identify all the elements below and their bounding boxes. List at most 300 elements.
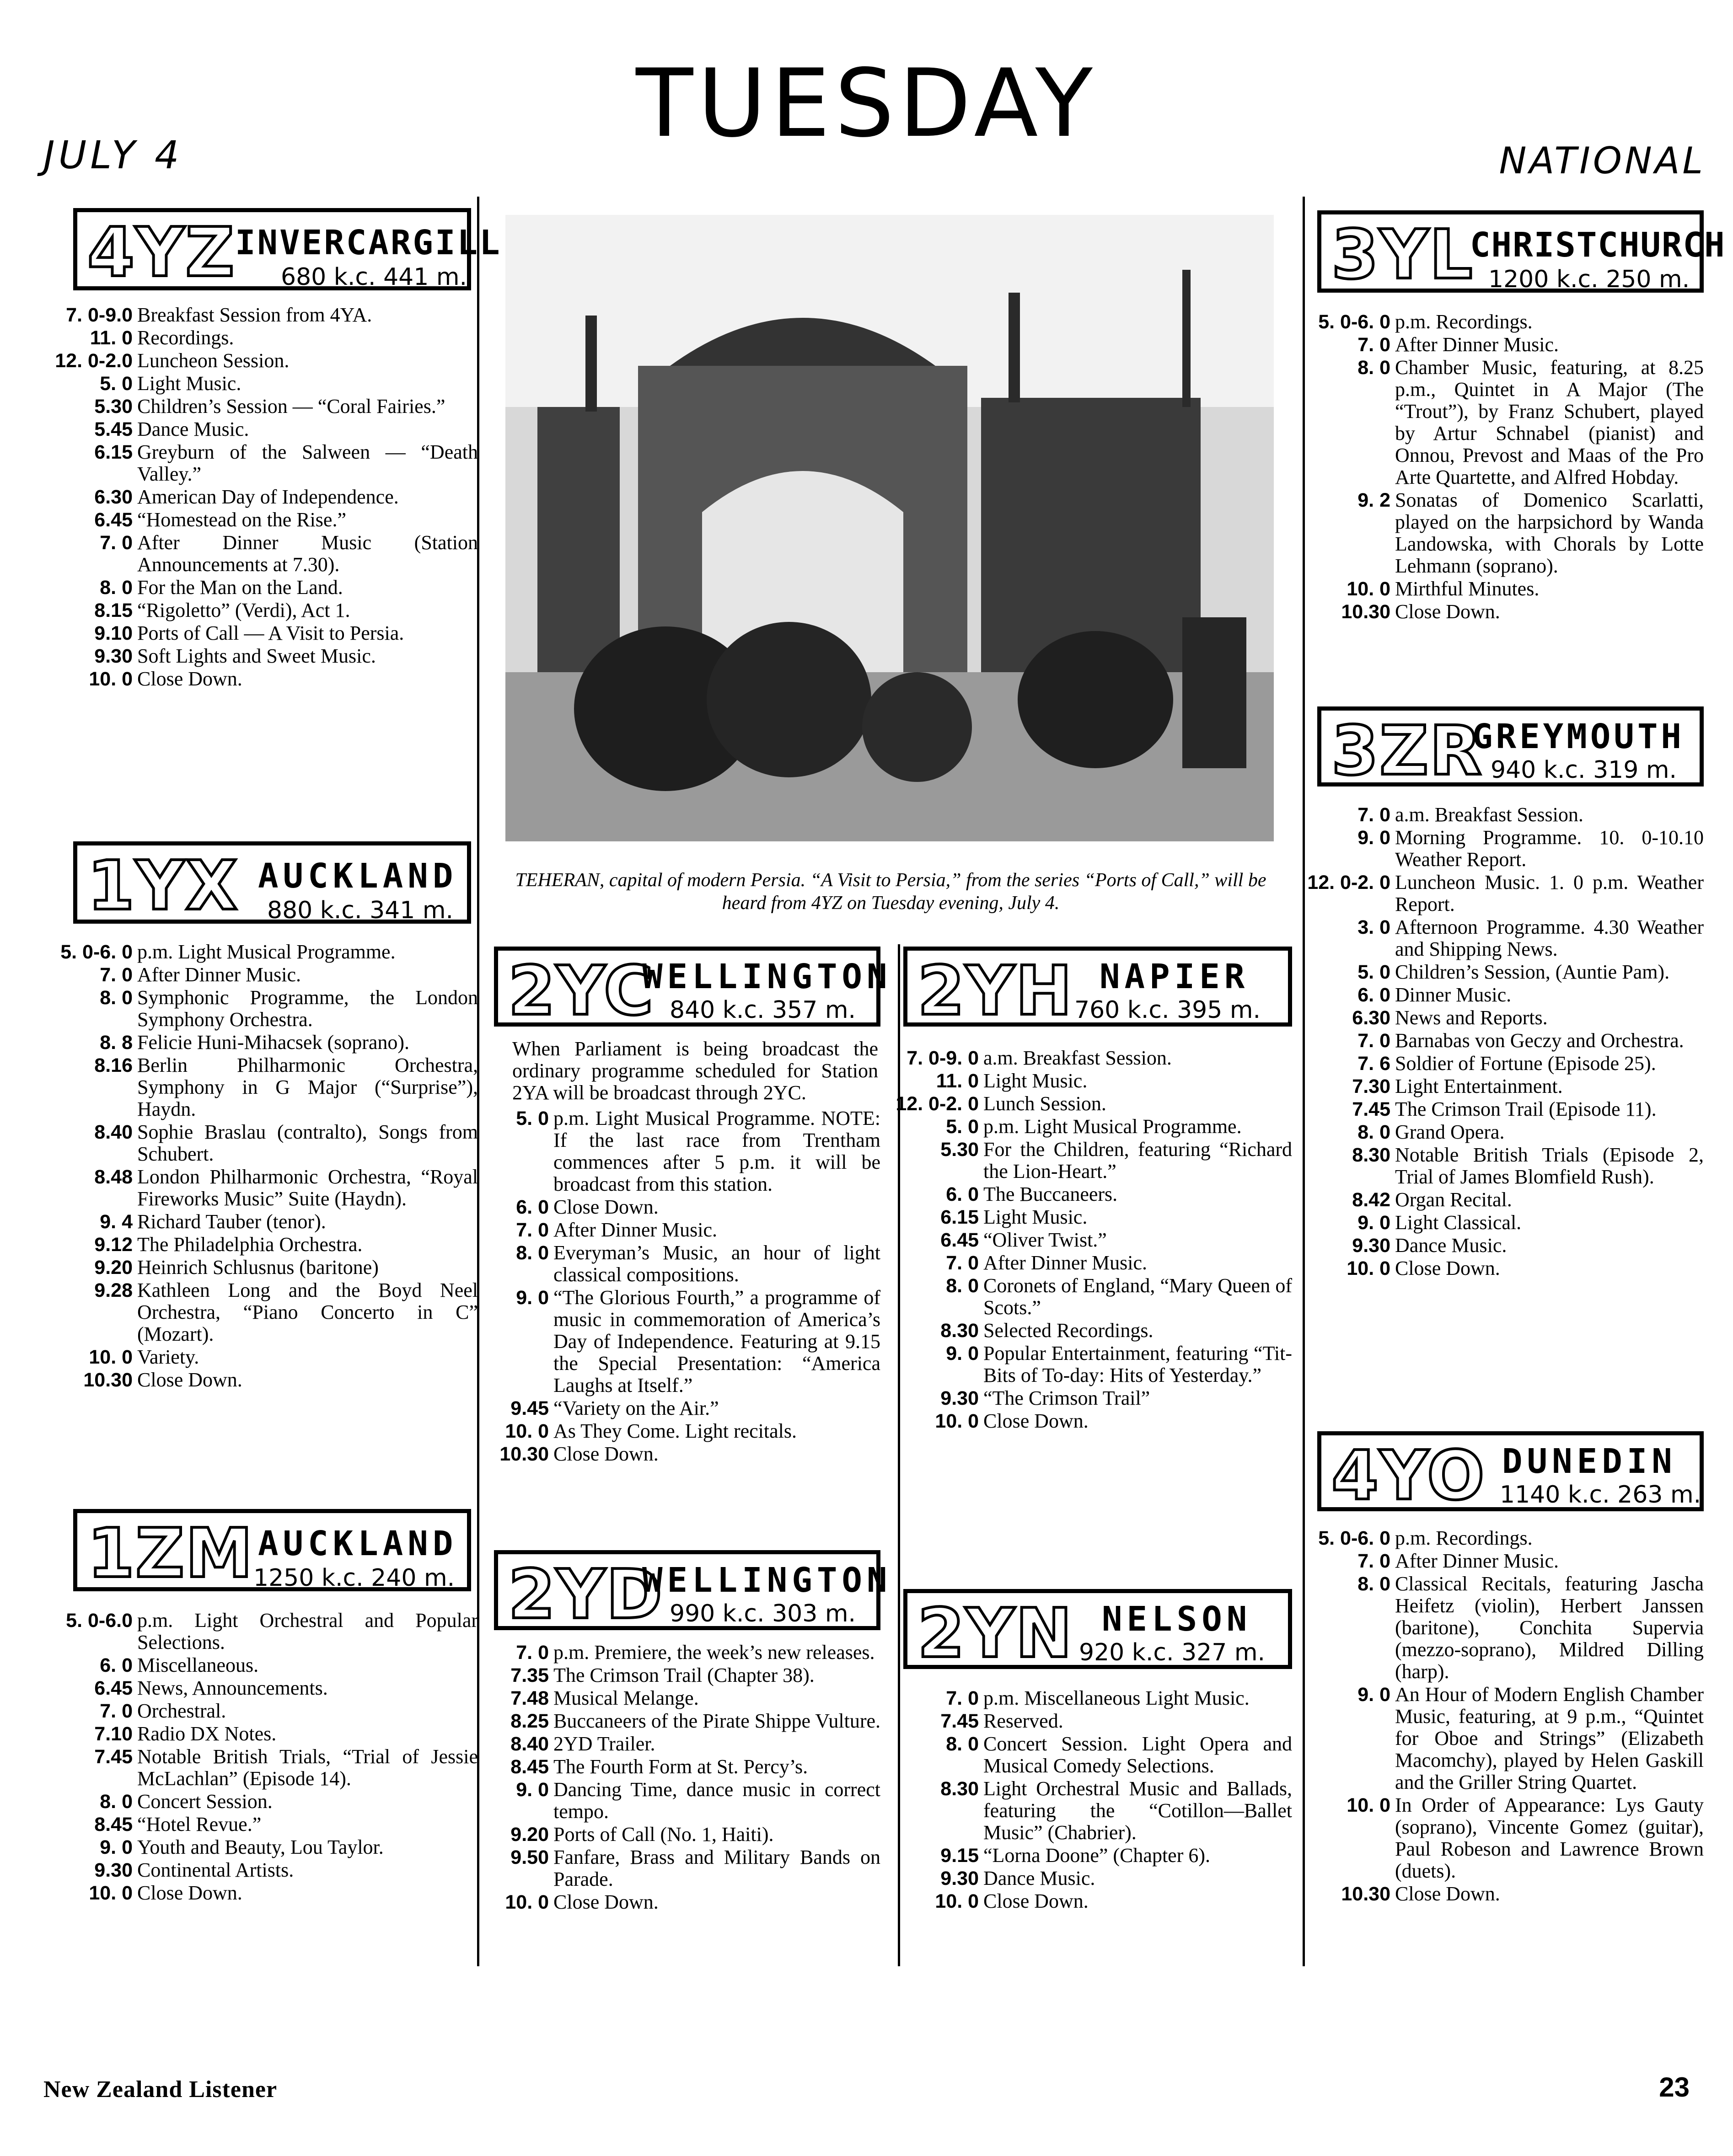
programme-description: News, Announcements. [137, 1677, 328, 1699]
programme-description: Soldier of Fortune (Episode 25). [1395, 1052, 1656, 1075]
programme-time: 6.30 [94, 486, 133, 508]
programme-description: p.m. Light Orchestral and Popular Selections. [137, 1609, 478, 1653]
programme-time: 8. 0 [100, 1791, 133, 1813]
programme-time: 9.30 [94, 1859, 133, 1881]
programme-item [892, 1229, 1292, 1251]
programme-description: As They Come. Light recitals. [553, 1420, 797, 1442]
programme-description: Morning Programme. 10. 0-10.10 Weather Report. [1395, 826, 1704, 871]
programme-item [892, 1845, 1292, 1867]
programme-item [1304, 1030, 1704, 1052]
programme-description: Children’s Session — “Coral Fairies.” [137, 395, 445, 417]
programme-description: Fanfare, Brass and Military Bands on Parade. [553, 1846, 880, 1890]
photo-caption: TEHERAN, capital of modern Persia. “A Visit to Persia,” from the series “Ports of Call,” will be heard from 4YZ on Tuesday evening, July 4. [515, 870, 1266, 914]
programme-description: After Dinner Music. [137, 963, 301, 986]
programme-description: The Fourth Form at St. Percy’s. [553, 1755, 808, 1778]
programme-item [892, 1206, 1292, 1228]
programme-description: Breakfast Session from 4YA. [137, 304, 372, 326]
programme-time: 7. 0 [100, 532, 133, 554]
programme-time: 12. 0-2.0 [55, 350, 133, 372]
programme-time: 8. 0 [1357, 1121, 1390, 1143]
call-sign: 2YC [508, 952, 655, 1030]
programme-time: 7.45 [94, 1746, 133, 1768]
programme-time: 10.30 [83, 1369, 133, 1391]
section-label: NATIONAL [1499, 139, 1706, 182]
programme-item [46, 532, 478, 576]
programme-item [892, 1320, 1292, 1342]
programme-time: 9.30 [940, 1867, 979, 1889]
station-header [903, 1589, 1292, 1673]
programme-item [46, 1257, 478, 1279]
programme-description: News and Reports. [1395, 1006, 1548, 1029]
city-name: WELLINGTON [642, 1561, 892, 1600]
programme-time: 10. 0 [1347, 578, 1390, 600]
programme-time: 5.30 [94, 396, 133, 417]
programme-time: 6. 0 [946, 1183, 979, 1205]
programme-description: Heinrich Schlusnus (baritone) [137, 1256, 379, 1279]
programme-item [1304, 1007, 1704, 1029]
programme-time: 6. 0 [100, 1654, 133, 1676]
programme-description: Dancing Time, dance music in correct tempo. [553, 1778, 880, 1823]
programme-item [46, 396, 478, 417]
programme-time: 9.30 [94, 645, 133, 667]
station-header [903, 947, 1292, 1030]
programme-item [46, 1723, 478, 1745]
programme-time: 8.16 [94, 1054, 133, 1076]
programme-item [46, 645, 478, 667]
programme-time: 10. 0 [505, 1420, 549, 1442]
programme-time: 5.30 [940, 1139, 979, 1161]
programme-time: 8.45 [94, 1814, 133, 1835]
city-name: INVERCARGILL [235, 223, 502, 262]
station-2yc [494, 947, 892, 1466]
programme-description: Coronets of England, “Mary Queen of Scots.” [983, 1274, 1292, 1319]
station-2yh [896, 947, 1292, 1433]
programme-description: “The Glorious Fourth,” a programme of music in commemoration of America’s Day of Independence. Featuring at 9.15 the Special Presentation: “America Laughs at Itself.” [553, 1286, 880, 1396]
programme-item [46, 1700, 478, 1722]
station-header [1317, 706, 1704, 790]
programme-item [1304, 1550, 1704, 1572]
programme-description: Recordings. [137, 326, 234, 349]
programme-time: 8. 0 [100, 987, 133, 1009]
station-header [494, 947, 892, 1030]
programme-item [1304, 1235, 1704, 1257]
programme-description: The Crimson Trail (Episode 11). [1395, 1098, 1657, 1120]
programme-description: Lunch Session. [983, 1092, 1106, 1115]
programme-time: 9. 2 [1357, 489, 1390, 511]
programme-item [892, 1890, 1292, 1912]
programme-description: After Dinner Music. [983, 1252, 1148, 1274]
programme-time: 10. 0 [1347, 1257, 1390, 1279]
programme-item [892, 1867, 1292, 1889]
programme-description: Ports of Call — A Visit to Persia. [137, 622, 404, 644]
programme-time: 7.45 [940, 1710, 979, 1732]
programme-description: “Rigoletto” (Verdi), Act 1. [137, 599, 350, 621]
programme-description: Children’s Session, (Auntie Pam). [1395, 961, 1670, 983]
programme-time: 8.15 [94, 599, 133, 621]
programme-time: 8. 8 [100, 1032, 133, 1054]
programme-item [1304, 984, 1704, 1006]
programme-description: Light Music. [983, 1206, 1088, 1228]
programme-description: Light Orchestral Music and Ballads, featuring the “Cotillon—Ballet Music” (Chabrier). [983, 1777, 1292, 1844]
programme-description: 2YD Trailer. [553, 1733, 655, 1755]
programme-item [46, 1211, 478, 1233]
programme-time: 5. 0 [1357, 961, 1390, 983]
programme-item [46, 987, 478, 1031]
station-header [1317, 210, 1726, 294]
programme-description: Felicie Huni-Mihacsek (soprano). [137, 1031, 410, 1054]
programme-time: 10. 0 [89, 1346, 133, 1368]
programme-item [892, 1343, 1292, 1386]
programme-time: 7.48 [510, 1687, 549, 1709]
programme-time: 8.42 [1352, 1189, 1390, 1211]
programme-description: “Hotel Revue.” [137, 1813, 262, 1835]
programme-description: “Homestead on the Rise.” [137, 508, 346, 531]
programme-description: Notable British Trials (Episode 2, Trial of James Blomfield Rush). [1395, 1144, 1704, 1188]
parliament-note: When Parliament is being broadcast the ordinary programme scheduled for Station 2YA will be broadcast through 2YC. [512, 1038, 878, 1104]
city-name: NELSON [1102, 1600, 1252, 1639]
programme-item [892, 1093, 1292, 1115]
programme-item [46, 1610, 478, 1653]
programme-description: p.m. Light Musical Programme. [137, 941, 396, 963]
programme-time: 9.30 [940, 1387, 979, 1409]
programme-item [892, 1116, 1292, 1138]
station-header [73, 1509, 471, 1591]
programme-time: 9.10 [94, 622, 133, 644]
programme-item [46, 1859, 478, 1881]
programme-list [46, 1610, 478, 1904]
call-sign: 4YZ [87, 213, 236, 292]
programme-description: Richard Tauber (tenor). [137, 1210, 326, 1233]
programme-description: Notable British Trials, “Trial of Jessie McLachlan” (Episode 14). [137, 1745, 478, 1790]
programme-item [46, 1166, 478, 1210]
call-sign: 3ZR [1331, 712, 1483, 790]
programme-description: Organ Recital. [1395, 1188, 1512, 1211]
programme-time: 10.30 [1341, 1883, 1390, 1905]
programme-description: Afternoon Programme. 4.30 Weather and Shipping News. [1395, 916, 1704, 960]
programme-description: Light Music. [983, 1070, 1088, 1092]
programme-time: 10. 0 [935, 1890, 979, 1912]
programme-time: 7. 0 [946, 1252, 979, 1274]
programme-description: Luncheon Session. [137, 349, 290, 372]
city-name: GREYMOUTH [1472, 717, 1685, 756]
programme-description: London Philharmonic Orchestra, “Royal Fireworks Music” Suite (Haydn). [137, 1166, 478, 1210]
programme-time: 9. 0 [516, 1287, 549, 1309]
programme-description: Kathleen Long and the Boyd Neel Orchestra, “Piano Concerto in C” (Mozart). [137, 1279, 478, 1345]
programme-item [462, 1242, 880, 1286]
programme-time: 10. 0 [89, 668, 133, 690]
programme-time: 7. 0 [516, 1642, 549, 1664]
programme-time: 8.40 [94, 1121, 133, 1143]
city-name: NAPIER [1100, 957, 1250, 996]
publication-name: New Zealand Listener [43, 2076, 278, 2103]
programme-description: For the Children, featuring “Richard the Lion-Heart.” [983, 1138, 1292, 1182]
programme-description: “Oliver Twist.” [983, 1229, 1107, 1251]
programme-description: Light Entertainment. [1395, 1075, 1563, 1097]
programme-item [46, 1791, 478, 1813]
programme-time: 9.20 [94, 1257, 133, 1279]
programme-time: 9.15 [940, 1845, 979, 1867]
programme-item [892, 1733, 1292, 1777]
programme-description: Light Classical. [1395, 1211, 1522, 1234]
programme-description: American Day of Independence. [137, 486, 399, 508]
programme-item [1304, 1098, 1704, 1120]
programme-description: Close Down. [137, 1369, 242, 1391]
city-name: DUNEDIN [1502, 1442, 1677, 1481]
programme-description: p.m. Light Musical Programme. [983, 1115, 1242, 1138]
programme-item [892, 1047, 1292, 1069]
programme-list [1304, 804, 1704, 1279]
programme-item [46, 1054, 478, 1120]
programme-description: Classical Recitals, featuring Jascha Heifetz (violin), Herbert Janssen (baritone), Conchita Supervia (mezzo-soprano), Mildred Dilling (harp). [1395, 1573, 1704, 1683]
programme-description: Close Down. [1395, 600, 1500, 623]
programme-time: 10.30 [1341, 601, 1390, 623]
programme-description: Close Down. [1395, 1883, 1500, 1905]
programme-description: Dinner Music. [1395, 984, 1512, 1006]
programme-time: 7.35 [510, 1664, 549, 1686]
programme-item [1304, 827, 1704, 871]
programme-description: Continental Artists. [137, 1859, 294, 1881]
programme-list [892, 1687, 1292, 1912]
programme-list [462, 1107, 880, 1465]
programme-description: a.m. Breakfast Session. [983, 1047, 1172, 1069]
programme-time: 9. 0 [1357, 827, 1390, 849]
programme-item [46, 1234, 478, 1256]
programme-description: An Hour of Modern English Chamber Music, featuring, at 9 p.m., “Quintet for Oboe and Strings” (Elizabeth Macomchy), played by Helen Gaskill and the Griller String Quartet. [1395, 1683, 1704, 1793]
programme-item [462, 1756, 880, 1778]
city-name: AUCKLAND [258, 1524, 458, 1563]
programme-item [46, 486, 478, 508]
programme-time: 8. 0 [946, 1275, 979, 1297]
station-3yl [1317, 210, 1726, 624]
programme-description: Close Down. [983, 1890, 1089, 1912]
programme-item [462, 1710, 880, 1732]
programme-item [462, 1687, 880, 1709]
programme-time: 5. 0 [516, 1107, 549, 1129]
programme-description: Concert Session. [137, 1790, 273, 1813]
programme-item [892, 1070, 1292, 1092]
programme-description: a.m. Breakfast Session. [1395, 803, 1583, 826]
programme-description: p.m. Recordings. [1395, 1527, 1533, 1549]
programme-time: 8.30 [940, 1778, 979, 1800]
frequency: 920 k.c. 327 m. [1079, 1639, 1266, 1666]
programme-list [1304, 1527, 1704, 1905]
programme-time: 5. 0 [100, 373, 133, 395]
programme-item [462, 1287, 880, 1396]
programme-time: 11. 0 [936, 1070, 979, 1092]
programme-item [462, 1824, 880, 1846]
programme-item [462, 1664, 880, 1686]
programme-description: Close Down. [137, 668, 242, 690]
programme-item [892, 1687, 1292, 1709]
photo-teheran [505, 215, 1274, 841]
programme-time: 12. 0-2. 0 [1307, 872, 1390, 893]
frequency: 990 k.c. 303 m. [670, 1600, 856, 1627]
station-header [1317, 1431, 1704, 1515]
programme-item [46, 1032, 478, 1054]
programme-description: “Variety on the Air.” [553, 1397, 719, 1419]
station-header [494, 1550, 892, 1634]
programme-item [46, 1654, 478, 1676]
programme-time: 5.45 [94, 418, 133, 440]
page-title: TUESDAY [636, 49, 1097, 158]
programme-description: After Dinner Music. [553, 1219, 718, 1241]
programme-time: 9. 0 [1357, 1684, 1390, 1706]
frequency: 760 k.c. 395 m. [1074, 996, 1261, 1024]
programme-item [1304, 872, 1704, 915]
programme-description: After Dinner Music. [1395, 333, 1559, 356]
programme-description: After Dinner Music (Station Announcements at 7.30). [137, 531, 478, 576]
programme-description: “The Crimson Trail” [983, 1387, 1150, 1409]
programme-item [1304, 961, 1704, 983]
programme-time: 9.45 [510, 1397, 549, 1419]
programme-item [46, 1369, 478, 1391]
programme-description: Musical Melange. [553, 1687, 699, 1709]
programme-time: 7. 0 [1357, 334, 1390, 356]
programme-description: Dance Music. [1395, 1234, 1507, 1257]
programme-list [892, 1047, 1292, 1432]
programme-description: Soft Lights and Sweet Music. [137, 645, 376, 667]
programme-item [1304, 578, 1704, 600]
programme-item [46, 577, 478, 599]
programme-time: 9.28 [94, 1279, 133, 1301]
frequency: 680 k.c. 441 m. [281, 263, 467, 291]
programme-item [462, 1420, 880, 1442]
programme-time: 7. 0 [1357, 1550, 1390, 1572]
programme-time: 6.45 [940, 1229, 979, 1251]
programme-item [46, 441, 478, 485]
station-header [73, 841, 471, 924]
programme-item [1304, 1212, 1704, 1234]
call-sign: 1ZM [87, 1514, 254, 1593]
programme-item [462, 1397, 880, 1419]
programme-time: 7. 0-9.0 [66, 304, 133, 326]
programme-time: 10. 0 [505, 1891, 549, 1913]
programme-item [462, 1196, 880, 1218]
programme-description: Variety. [137, 1346, 199, 1368]
programme-description: Youth and Beauty, Lou Taylor. [137, 1836, 384, 1858]
programme-description: Berlin Philharmonic Orchestra, Symphony in G Major (“Surprise”), Haydn. [137, 1054, 478, 1120]
programme-time: 9.50 [510, 1846, 549, 1868]
programme-description: Symphonic Programme, the London Symphony Orchestra. [137, 986, 478, 1031]
programme-time: 8. 0 [100, 577, 133, 599]
programme-time: 10. 0 [1347, 1794, 1390, 1816]
programme-item [46, 1279, 478, 1345]
programme-time: 3. 0 [1357, 916, 1390, 938]
programme-description: Dance Music. [137, 418, 249, 440]
programme-time: 7. 0 [1357, 804, 1390, 826]
programme-item [892, 1252, 1292, 1274]
station-4yz [55, 208, 502, 691]
programme-time: 8.25 [510, 1710, 549, 1732]
programme-item [1304, 601, 1704, 623]
programme-item [1304, 804, 1704, 826]
programme-time: 10. 0 [89, 1882, 133, 1904]
frequency: 1200 k.c. 250 m. [1488, 266, 1690, 293]
frequency: 1140 k.c. 263 m. [1500, 1481, 1701, 1509]
programme-time: 7. 0 [946, 1687, 979, 1709]
programme-time: 8.45 [510, 1756, 549, 1778]
programme-list [46, 304, 478, 690]
programme-item [1304, 1189, 1704, 1211]
programme-description: The Crimson Trail (Chapter 38). [553, 1664, 815, 1686]
station-2yn [903, 1589, 1292, 1913]
programme-item [46, 964, 478, 986]
programme-description: Selected Recordings. [983, 1319, 1154, 1342]
programme-item [46, 1882, 478, 1904]
programme-description: Popular Entertainment, featuring “Tit-Bits of To-day: Hits of Yesterday.” [983, 1342, 1292, 1386]
programme-time: 8. 0 [946, 1733, 979, 1755]
programme-time: 10. 0 [935, 1410, 979, 1432]
programme-time: 7. 0 [100, 1700, 133, 1722]
issue-date: JULY 4 [43, 133, 183, 177]
programme-time: 9. 0 [946, 1343, 979, 1364]
programme-time: 5. 0-6. 0 [1318, 1527, 1390, 1549]
programme-time: 6. 0 [516, 1196, 549, 1218]
city-name: CHRISTCHURCH [1470, 225, 1726, 265]
programme-time: 9. 4 [100, 1211, 133, 1233]
call-sign: 2YN [917, 1594, 1073, 1673]
programme-time: 5. 0 [946, 1116, 979, 1138]
programme-time: 9. 0 [100, 1836, 133, 1858]
programme-time: 7.10 [94, 1723, 133, 1745]
call-sign: 3YL [1331, 215, 1474, 294]
programme-time: 6.45 [94, 1677, 133, 1699]
programme-item [1304, 1144, 1704, 1188]
programme-item [892, 1139, 1292, 1182]
programme-time: 8.30 [1352, 1144, 1390, 1166]
programme-time: 7. 0 [516, 1219, 549, 1241]
station-3zr [1307, 706, 1704, 1280]
programme-time: 5. 0-6. 0 [1318, 311, 1390, 333]
programme-description: Reserved. [983, 1710, 1063, 1732]
programme-time: 8.30 [940, 1320, 979, 1342]
programme-description: Luncheon Music. 1. 0 p.m. Weather Report. [1395, 871, 1704, 915]
programme-item [1304, 1794, 1704, 1882]
programme-description: Dance Music. [983, 1867, 1095, 1889]
programme-list [462, 1642, 880, 1913]
programme-time: 5. 0-6. 0 [60, 941, 133, 963]
call-sign: 2YD [508, 1555, 663, 1634]
programme-item [462, 1219, 880, 1241]
programme-item [46, 1346, 478, 1368]
programme-time: 8. 0 [516, 1242, 549, 1264]
programme-item [1304, 1121, 1704, 1143]
programme-item [462, 1443, 880, 1465]
programme-description: Grand Opera. [1395, 1121, 1505, 1143]
programme-item [1304, 1573, 1704, 1683]
station-1zm [66, 1509, 478, 1905]
programme-time: 6.30 [1352, 1007, 1390, 1029]
programme-time: 7.30 [1352, 1075, 1390, 1097]
programme-time: 8. 0 [1357, 1573, 1390, 1595]
programme-item [1304, 1527, 1704, 1549]
programme-time: 11. 0 [90, 327, 133, 349]
programme-description: Close Down. [553, 1891, 659, 1913]
programme-description: Buccaneers of the Pirate Shippe Vulture. [553, 1710, 880, 1732]
programme-item [46, 418, 478, 440]
programme-item [892, 1410, 1292, 1432]
programme-time: 9. 0 [1357, 1212, 1390, 1234]
programme-time: 8.48 [94, 1166, 133, 1188]
programme-item [46, 327, 478, 349]
programme-item [462, 1779, 880, 1823]
programme-item [46, 599, 478, 621]
programme-time: 9.20 [510, 1824, 549, 1846]
programme-item [462, 1891, 880, 1913]
programme-list [1304, 311, 1704, 623]
station-header [73, 208, 502, 292]
programme-time: 9.12 [94, 1234, 133, 1256]
